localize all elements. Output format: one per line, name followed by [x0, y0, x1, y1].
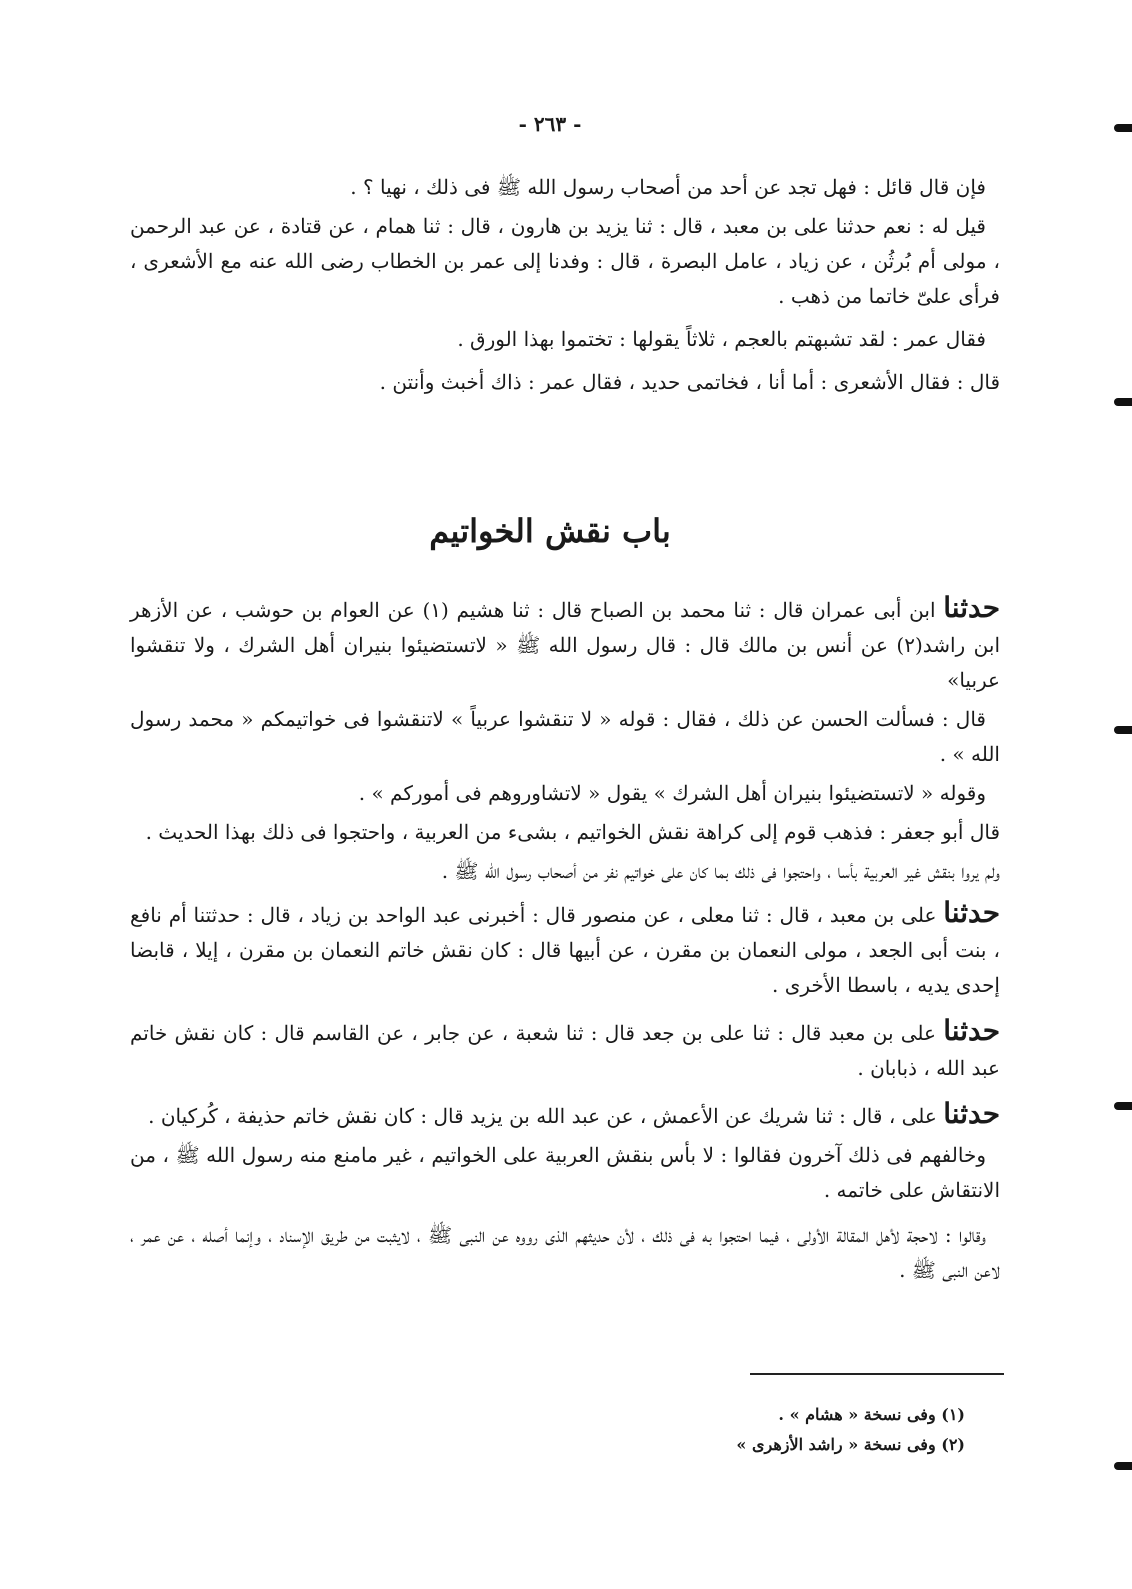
- footnotes: [600, 1400, 965, 1460]
- paragraph-abu-jafar: قال أبو جعفر : فذهب قوم إلى كراهة نقش الخواتيم ، بشىء من العربية ، واحتجوا فى ذلك بهذا الحديث .: [145, 820, 1000, 844]
- paragraph-text: على بن معبد قال : ثنا على بن جعد قال : ثنا شعبة ، عن جابر ، عن القاسم قال : كان نقش خاتم عبد الله ، ذبابان .: [130, 1021, 1000, 1080]
- scan-edge-mark: [1114, 1102, 1132, 1110]
- paragraph-qawluhu: وقوله « لاتستضيئوا بنيران أهل الشرك » يقول « لاتشاوروهم فى أموركم » .: [358, 781, 986, 805]
- scan-edge-mark: [1114, 726, 1132, 734]
- paragraph-hadith-1: [130, 590, 1000, 698]
- paragraph-text: على ، قال : ثنا شريك عن الأعمش ، عن عبد الله بن يزيد قال : كان نقش خاتم حذيفة ، كُركيان .: [148, 1104, 944, 1128]
- chapter-title: باب نقش الخواتيم: [429, 512, 671, 550]
- paragraph-hadith-2: [130, 895, 1000, 1003]
- paragraph-text: على بن معبد ، قال : ثنا معلى ، عن منصور قال : أخبرنى عبد الواحد بن زياد ، قال : حدثتنا أم نافع ، بنت أبى الجعد ، مولى النعمان بن مقرن ، عن أبيها قال : كان نقش خاتم النعمان بن مقرن ، إيلا ، قابضا إحدى يديه ، باسطا الأخرى .: [130, 903, 1000, 997]
- paragraph-khalafahum: وخالفهم فى ذلك آخرون فقالوا : لا بأس بنقش العربية على الخواتيم ، غير مامنع منه رسول الله ﷺ ، من الانتقاش على خاتمه .: [130, 1143, 1000, 1202]
- footnote-2: (٢) وفى نسخة « راشد الأزهرى »: [736, 1435, 965, 1454]
- top-text-block: [130, 170, 1000, 400]
- footnote-1: (١) وفى نسخة « هشام » .: [778, 1405, 965, 1424]
- scan-edge-mark: [1114, 124, 1132, 132]
- paragraph-umar-said: فقال عمر : لقد تشبهتم بالعجم ، ثلاثاً يقولها : تختموا بهذا الورق .: [457, 327, 986, 351]
- paragraph-ashari-said: قال : فقال الأشعرى : أما أنا ، فخاتمى حديد ، فقال عمر : ذاك أخبث وأنتن .: [379, 370, 1000, 394]
- scan-edge-mark: [1114, 398, 1132, 406]
- hadith-lead-word: حدثنا: [943, 591, 1001, 624]
- paragraph-qalu: وقالوا : لاحجة لأهل المقالة الأولى ، فيما احتجوا به فى ذلك ، لأن حديثهم الذى رووه عن النبى ﷺ ، لايثبت من طريق الإسناد ، وإنما أصله ، عن عمر ، لاعن النبى ﷺ .: [130, 1223, 1000, 1282]
- page-number: - ٢٦٣ -: [518, 112, 582, 136]
- hadith-lead-word: حدثنا: [943, 1097, 1000, 1130]
- paragraph-hadith-4: [130, 1096, 1000, 1134]
- paragraph-hadith-3: [130, 1013, 1000, 1086]
- hadith-lead-word: حدثنا: [943, 896, 1000, 929]
- footnote-separator: [750, 1373, 1004, 1375]
- paragraph-answer: قيل له : نعم حدثنا على بن معبد ، قال : ثنا يزيد بن هارون ، قال : ثنا همام ، عن قتادة ، عن عبد الرحمن ، مولى أم بُرثُن ، عن زياد ، عامل البصرة ، قال : وفدنا إلى عمر بن الخطاب رضى الله عنه مع الأشعرى ، فرأى علىّ خاتما من ذهب .: [130, 214, 1000, 308]
- chapter-text-block: [130, 590, 1000, 1288]
- paragraph-question: فإن قال قائل : فهل تجد عن أحد من أصحاب رسول الله ﷺ فى ذلك ، نهيا ؟ .: [350, 175, 986, 199]
- paragraph-lam-yarow: ولم يروا بنقش غير العربية بأسا ، واحتجوا فى ذلك بما كان على خواتيم نفر من أصحاب رسول الله ﷺ .: [441, 859, 1000, 883]
- paragraph-text: ابن أبى عمران قال : ثنا محمد بن الصباح قال : ثنا هشيم (١) عن العوام بن حوشب ، عن الأزهر ابن راشد(٢) عن أنس بن مالك قال : قال رسول الله ﷺ « لاتستضيئوا بنيران أهل الشرك ، ولا تنقشوا عربيا»: [130, 598, 1001, 692]
- paragraph-hasan: قال : فسألت الحسن عن ذلك ، فقال : قوله « لا تنقشوا عربياً » لاتنقشوا فى خواتيمكم « محمد رسول الله » .: [130, 707, 1000, 766]
- scan-edge-mark: [1114, 1462, 1132, 1470]
- hadith-lead-word: حدثنا: [943, 1014, 1000, 1047]
